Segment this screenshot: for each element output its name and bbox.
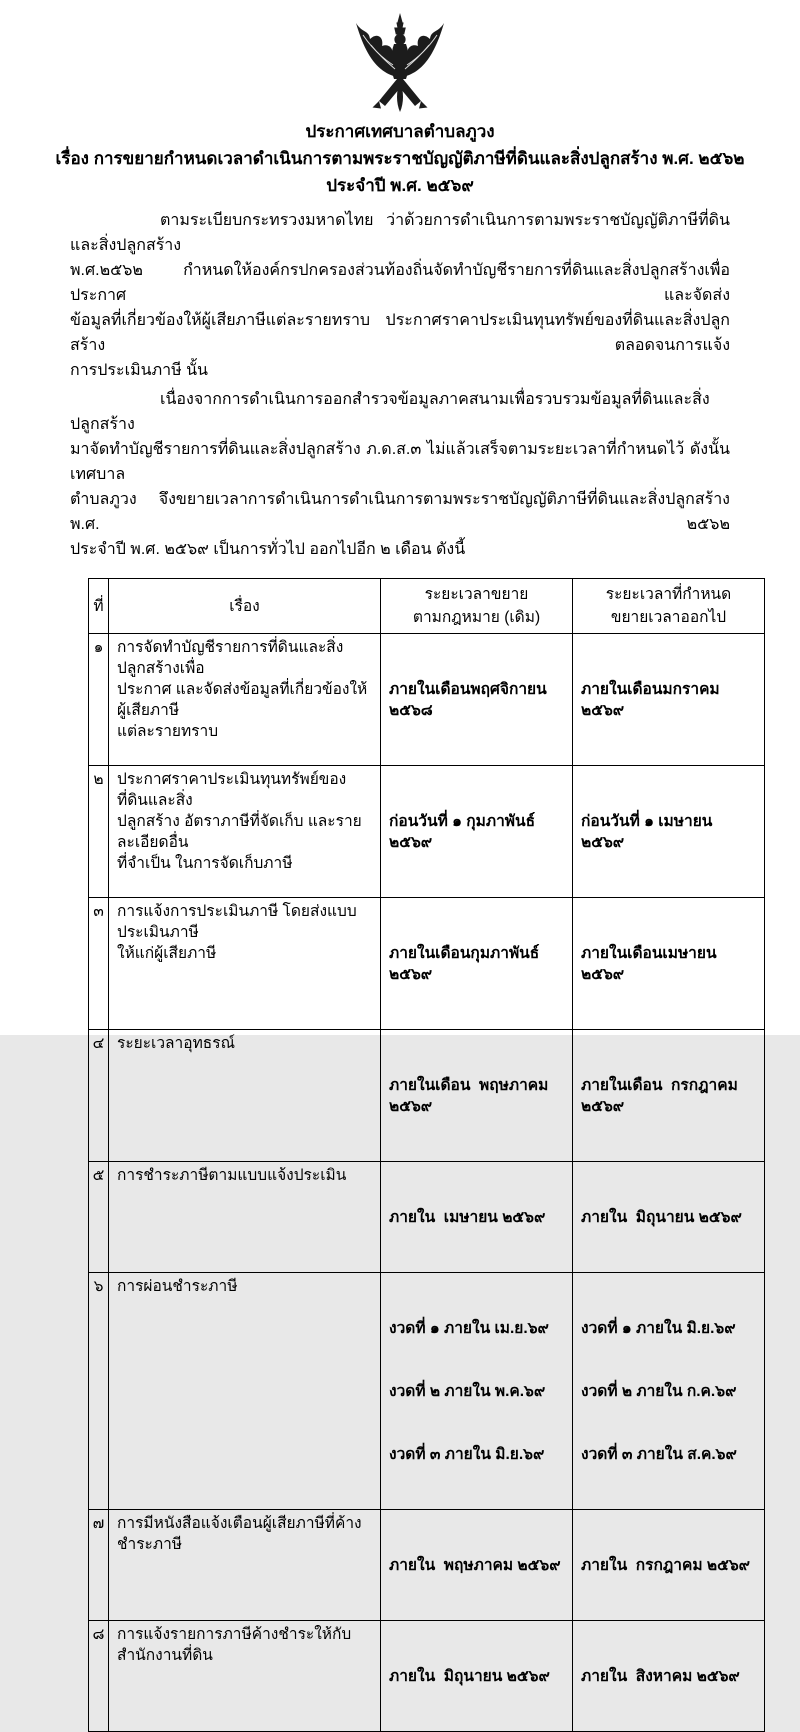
- row-number: ๗: [89, 1510, 109, 1621]
- subject-line: ระยะเวลาอุทธรณ์: [117, 1035, 235, 1052]
- table-row: [89, 634, 765, 766]
- period-line: ภายในเดือน พฤษภาคม ๒๕๖๙: [389, 1077, 557, 1115]
- subject-line: แต่ละรายทราบ: [117, 723, 219, 740]
- row-original-period: [381, 1621, 573, 1732]
- paragraph-line: พ.ศ.๒๕๖๒ กำหนดให้องค์กรปกครองส่วนท้องถิ่นจัดทำบัญชีรายการที่ดินและสิ่งปลูกสร้างเพื่อประกาศ และจัดส่ง: [70, 262, 730, 304]
- period-line: ก่อนวันที่ ๑ กุมภาพันธ์ ๒๕๖๙: [389, 813, 540, 851]
- title-organization: ประกาศเทศบาลตำบลภูวง: [305, 122, 495, 141]
- subject-line: ประกาศราคาประเมินทุนทรัพย์ของที่ดินและสิ่ง: [117, 771, 347, 809]
- period-line: งวดที่ ๒ ภายใน ก.ค.๖๙: [581, 1383, 737, 1400]
- header-original-period: [381, 579, 573, 634]
- row-original-period: [381, 1273, 573, 1510]
- period-line: ภายใน กรกฎาคม ๒๕๖๙: [581, 1557, 751, 1574]
- row-subject: [109, 1621, 381, 1732]
- paragraph-line: การประเมินภาษี นั้น: [70, 362, 208, 379]
- paragraph-line: ประจำปี พ.ศ. ๒๕๖๙ เป็นการทั่วไป ออกไปอีก ๒ เดือน ดังนี้: [70, 541, 466, 558]
- row-number: ๒: [89, 766, 109, 898]
- subject-line: ให้แก่ผู้เสียภาษี: [117, 945, 217, 962]
- period-line: ภายในเดือน กรกฎาคม ๒๕๖๙: [581, 1077, 747, 1115]
- paragraph-line: ตำบลภูวง จึงขยายเวลาการดำเนินการดำเนินการตามพระราชบัญญัติภาษีที่ดินและสิ่งปลูกสร้าง พ.ศ. ๒๕๖๒: [70, 491, 730, 533]
- paragraph-line: ตามระเบียบกระทรวงมหาดไทย ว่าด้วยการดำเนินการตามพระราชบัญญัติภาษีที่ดินและสิ่งปลูกสร้าง: [70, 212, 730, 254]
- row-subject: [109, 1162, 381, 1273]
- table-header-row: [89, 579, 765, 634]
- row-extended-period: [573, 898, 765, 1030]
- row-extended-period: [573, 1162, 765, 1273]
- title-year: ประจำปี พ.ศ. ๒๕๖๙: [326, 176, 474, 195]
- emblem-container: [0, 0, 800, 113]
- period-line: งวดที่ ๓ ภายใน ส.ค.๖๙: [581, 1446, 737, 1463]
- table-row: [89, 1030, 765, 1162]
- period-line: งวดที่ ๑ ภายใน เม.ย.๖๙: [389, 1320, 549, 1337]
- subject-line: การแจ้งรายการภาษีค้างชำระให้กับสำนักงานที่ดิน: [117, 1626, 352, 1664]
- period-line: งวดที่ ๑ ภายใน มิ.ย.๖๙: [581, 1320, 736, 1337]
- document-title-block: [0, 118, 800, 199]
- row-extended-period: [573, 1273, 765, 1510]
- period-line: ภายใน เมษายน ๒๕๖๙: [389, 1209, 546, 1226]
- row-subject: [109, 1510, 381, 1621]
- header-no: ที่: [89, 579, 109, 634]
- paragraph-1: [70, 208, 730, 383]
- row-subject: [109, 1273, 381, 1510]
- header-line: ระยะเวลาที่กำหนด: [605, 586, 732, 603]
- period-line: ภายใน มิถุนายน ๒๕๖๙: [581, 1209, 742, 1226]
- row-extended-period: [573, 1030, 765, 1162]
- row-original-period: [381, 766, 573, 898]
- paragraph-line: มาจัดทำบัญชีรายการที่ดินและสิ่งปลูกสร้าง ภ.ด.ส.๓ ไม่แล้วเสร็จตามระยะเวลาที่กำหนดไว้ ดังนั้นเทศบาล: [70, 441, 730, 483]
- header-line: ขยายเวลาออกไป: [610, 609, 727, 626]
- table-row: [89, 1621, 765, 1732]
- row-number: ๔: [89, 1030, 109, 1162]
- table-row: [89, 1510, 765, 1621]
- period-line: ภายใน พฤษภาคม ๒๕๖๙: [389, 1557, 561, 1574]
- extension-schedule-table: [88, 578, 765, 1732]
- row-original-period: [381, 898, 573, 1030]
- subject-line: การชำระภาษีตามแบบแจ้งประเมิน: [117, 1167, 347, 1184]
- subject-line: ประกาศ และจัดส่งข้อมูลที่เกี่ยวข้องให้ผู้เสียภาษี: [117, 681, 368, 719]
- garuda-emblem-icon: [341, 13, 459, 113]
- table-row: [89, 898, 765, 1030]
- row-number: ๘: [89, 1621, 109, 1732]
- header-extended-period: [573, 579, 765, 634]
- row-extended-period: [573, 766, 765, 898]
- period-line: ภายใน สิงหาคม ๒๕๖๙: [581, 1668, 740, 1685]
- paragraph-2: [70, 387, 730, 562]
- header-subject: เรื่อง: [109, 579, 381, 634]
- subject-line: การแจ้งการประเมินภาษี โดยส่งแบบประเมินภาษี: [117, 903, 357, 941]
- subject-line: การมีหนังสือแจ้งเตือนผู้เสียภาษีที่ค้างชำระภาษี: [117, 1515, 362, 1553]
- period-line: งวดที่ ๒ ภายใน พ.ค.๖๙: [389, 1383, 546, 1400]
- row-subject: [109, 1030, 381, 1162]
- period-line: ภายใน มิถุนายน ๒๕๖๙: [389, 1668, 550, 1685]
- row-original-period: [381, 1510, 573, 1621]
- subject-line: ที่จำเป็น ในการจัดเก็บภาษี: [117, 855, 293, 872]
- document-body: [70, 208, 730, 562]
- row-original-period: [381, 1162, 573, 1273]
- row-number: ๖: [89, 1273, 109, 1510]
- header-line: ตามกฎหมาย (เดิม): [412, 609, 541, 626]
- row-subject: [109, 898, 381, 1030]
- row-number: ๕: [89, 1162, 109, 1273]
- table-row: [89, 766, 765, 898]
- period-line: ภายในเดือนกุมภาพันธ์ ๒๕๖๙: [389, 945, 544, 983]
- table-row: [89, 1162, 765, 1273]
- table-row: [89, 1273, 765, 1510]
- paragraph-line: ข้อมูลที่เกี่ยวข้องให้ผู้เสียภาษีแต่ละรายทราบ ประกาศราคาประเมินทุนทรัพย์ของที่ดินและสิ่งปลูกสร้าง ตลอดจนการแจ้ง: [70, 312, 730, 354]
- row-subject: [109, 766, 381, 898]
- period-line: ภายในเดือนเมษายน ๒๕๖๙: [581, 945, 721, 983]
- row-original-period: [381, 634, 573, 766]
- row-original-period: [381, 1030, 573, 1162]
- row-extended-period: [573, 1510, 765, 1621]
- period-line: ภายในเดือนมกราคม ๒๕๖๙: [581, 681, 724, 719]
- row-number: ๑: [89, 634, 109, 766]
- subject-line: การผ่อนชำระภาษี: [117, 1278, 238, 1295]
- period-line: งวดที่ ๓ ภายใน มิ.ย.๖๙: [389, 1446, 545, 1463]
- title-subject: เรื่อง การขยายกำหนดเวลาดำเนินการตามพระราชบัญญัติภาษีที่ดินและสิ่งปลูกสร้าง พ.ศ. ๒๕๖๒: [55, 149, 745, 168]
- subject-line: การจัดทำบัญชีรายการที่ดินและสิ่งปลูกสร้างเพื่อ: [117, 639, 344, 677]
- period-line: ก่อนวันที่ ๑ เมษายน ๒๕๖๙: [581, 813, 717, 851]
- paragraph-line: เนื่องจากการดำเนินการออกสำรวจข้อมูลภาคสนามเพื่อรวบรวมข้อมูลที่ดินและสิ่งปลูกสร้าง: [70, 391, 710, 433]
- subject-line: ปลูกสร้าง อัตราภาษีที่จัดเก็บ และรายละเอียดอื่น: [117, 813, 362, 851]
- row-number: ๓: [89, 898, 109, 1030]
- row-extended-period: [573, 1621, 765, 1732]
- row-subject: [109, 634, 381, 766]
- header-line: ระยะเวลาขยาย: [424, 586, 529, 603]
- row-extended-period: [573, 634, 765, 766]
- period-line: ภายในเดือนพฤศจิกายน ๒๕๖๘: [389, 681, 552, 719]
